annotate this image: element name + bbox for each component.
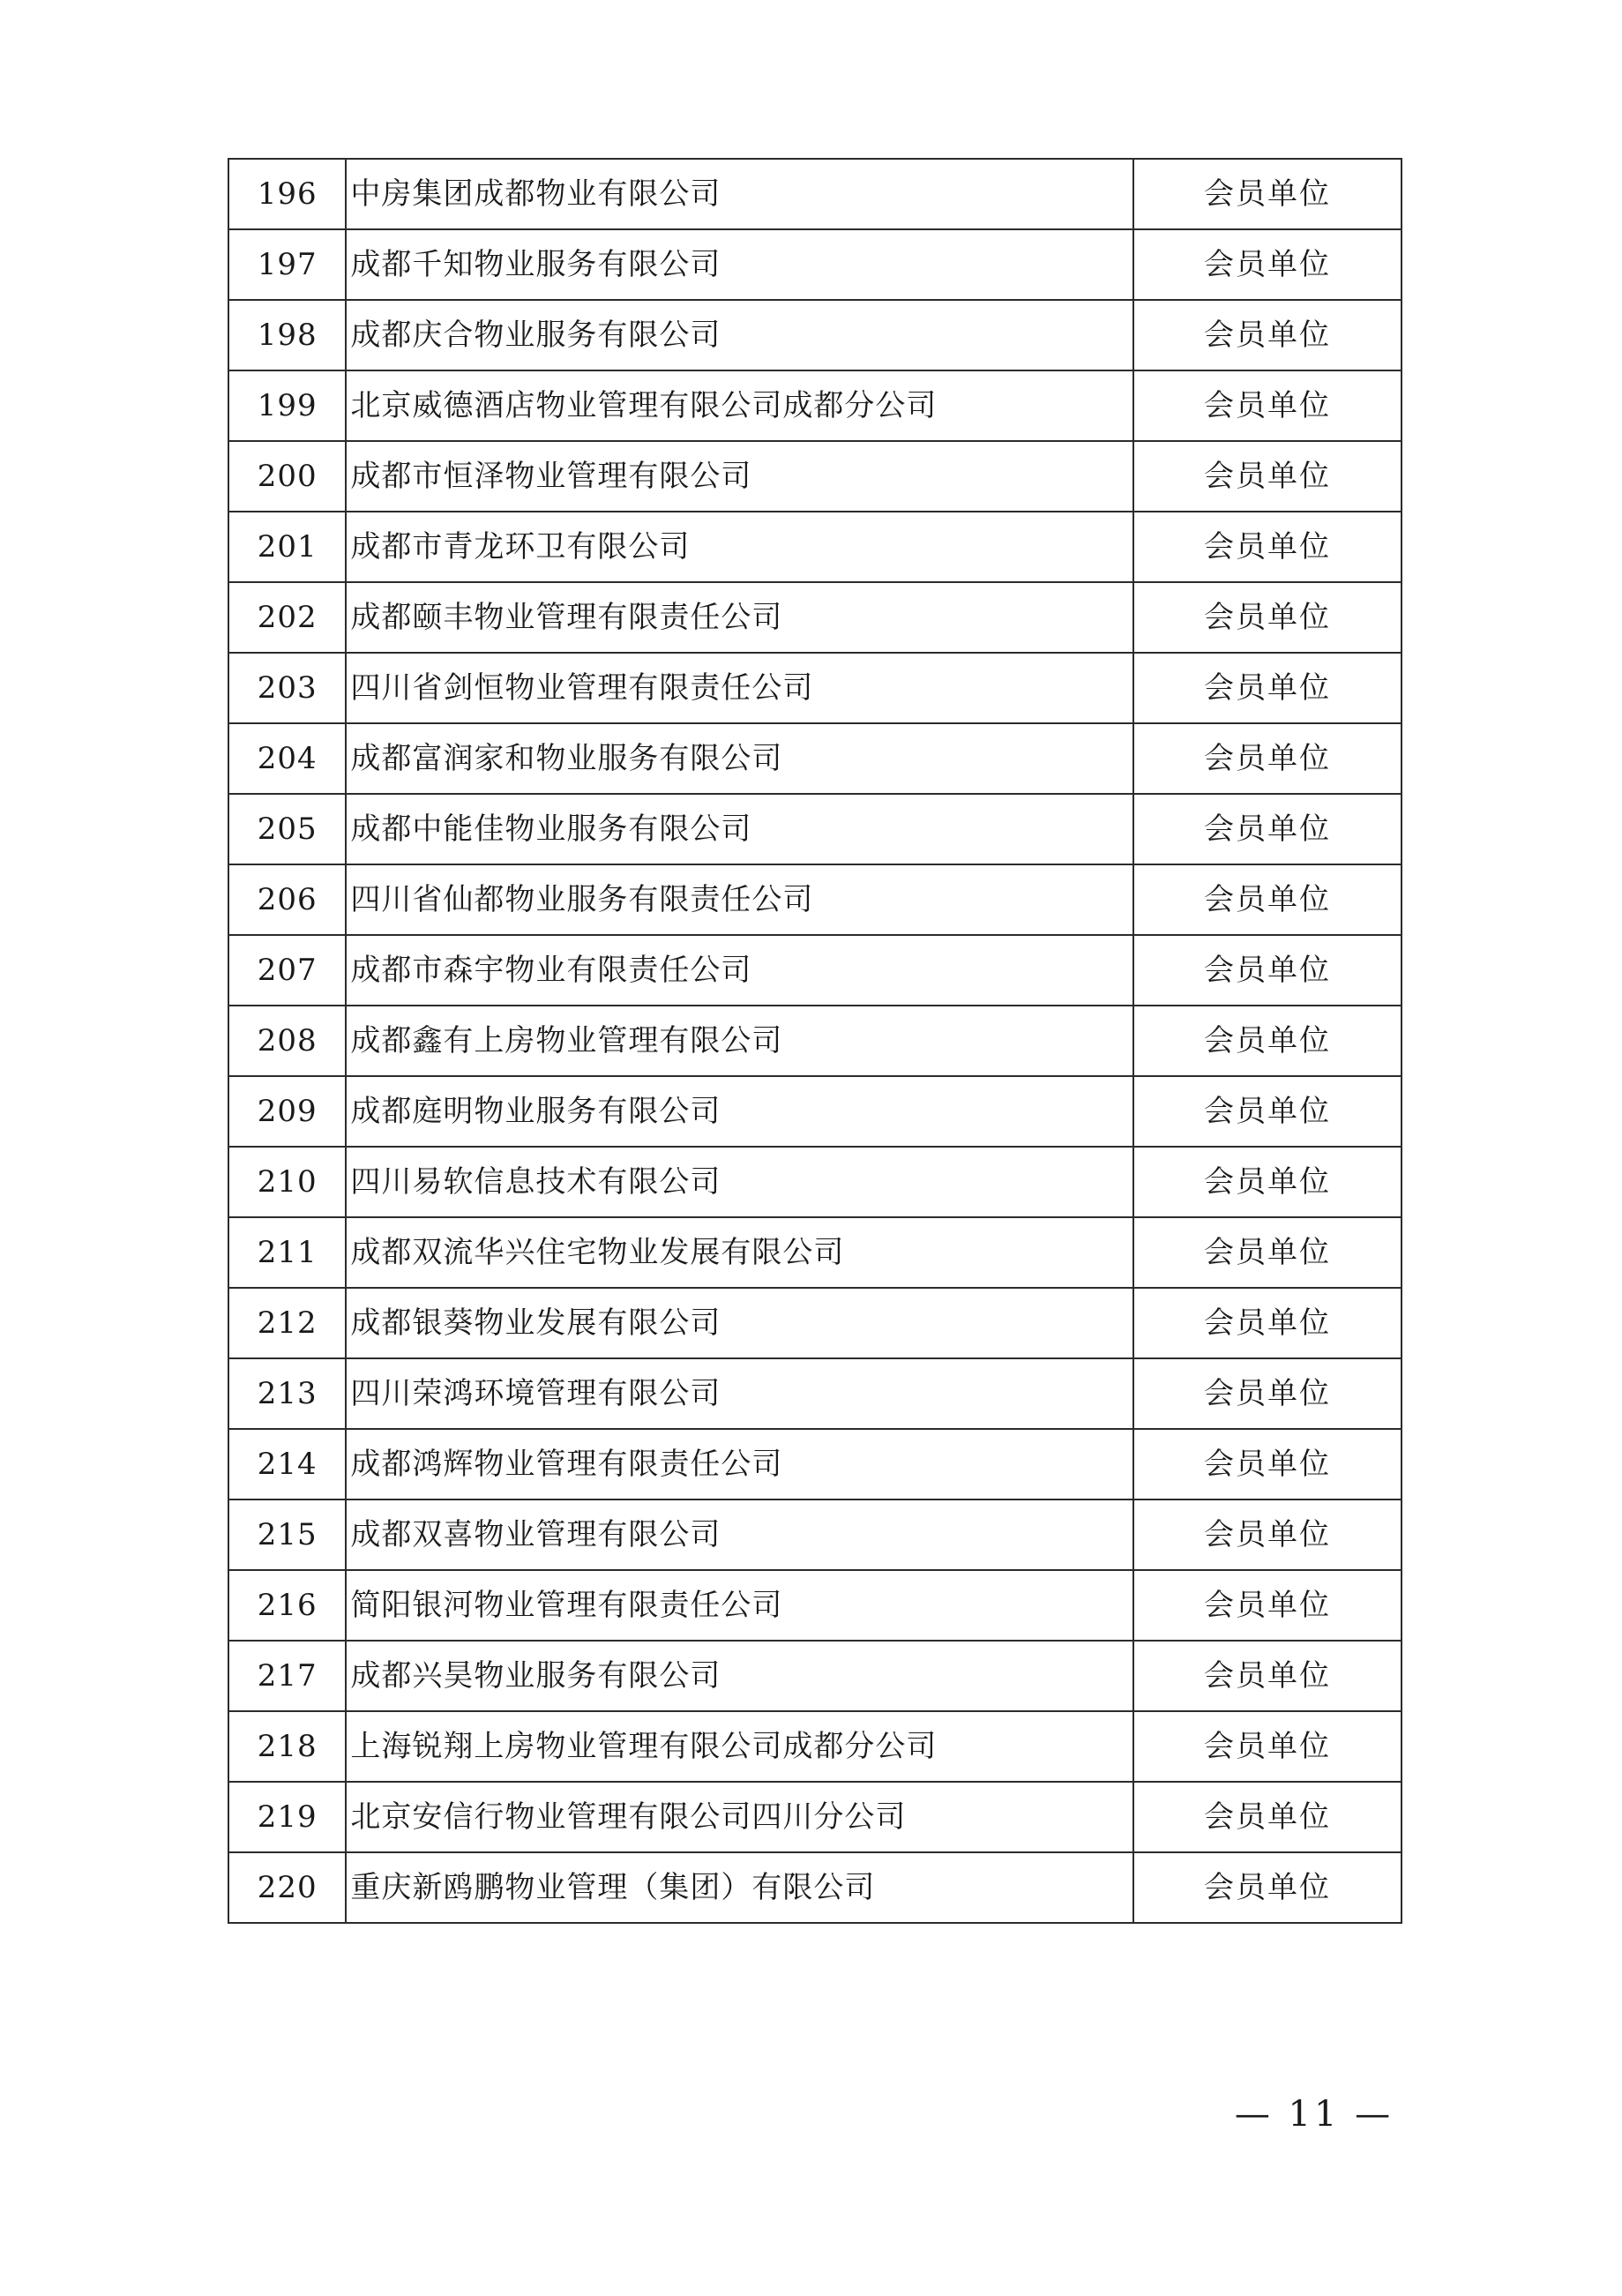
member-type: 会员单位	[1133, 1782, 1401, 1852]
row-number: 208	[228, 1006, 346, 1076]
member-type: 会员单位	[1133, 794, 1401, 864]
company-name: 四川易软信息技术有限公司	[346, 1147, 1133, 1217]
table-row	[228, 300, 1401, 370]
row-number: 219	[228, 1782, 346, 1852]
row-number: 216	[228, 1570, 346, 1641]
member-type: 会员单位	[1133, 1076, 1401, 1147]
table-row	[228, 370, 1401, 441]
member-type: 会员单位	[1133, 1358, 1401, 1429]
company-name: 四川省仙都物业服务有限责任公司	[346, 864, 1133, 935]
member-table	[228, 158, 1402, 1924]
table-row	[228, 1782, 1401, 1852]
row-number: 207	[228, 935, 346, 1006]
member-type: 会员单位	[1133, 1429, 1401, 1500]
member-type: 会员单位	[1133, 1711, 1401, 1782]
member-type: 会员单位	[1133, 935, 1401, 1006]
row-number: 217	[228, 1641, 346, 1711]
company-name: 成都双流华兴住宅物业发展有限公司	[346, 1217, 1133, 1288]
company-name: 成都庭明物业服务有限公司	[346, 1076, 1133, 1147]
row-number: 199	[228, 370, 346, 441]
company-name: 上海锐翔上房物业管理有限公司成都分公司	[346, 1711, 1133, 1782]
table-row	[228, 935, 1401, 1006]
company-name: 成都市森宇物业有限责任公司	[346, 935, 1133, 1006]
table-row	[228, 653, 1401, 723]
row-number: 205	[228, 794, 346, 864]
member-type: 会员单位	[1133, 1570, 1401, 1641]
member-type: 会员单位	[1133, 300, 1401, 370]
row-number: 201	[228, 512, 346, 582]
row-number: 212	[228, 1288, 346, 1358]
row-number: 210	[228, 1147, 346, 1217]
table-row	[228, 1570, 1401, 1641]
company-name: 成都富润家和物业服务有限公司	[346, 723, 1133, 794]
row-number: 196	[228, 159, 346, 229]
company-name: 成都颐丰物业管理有限责任公司	[346, 582, 1133, 653]
row-number: 211	[228, 1217, 346, 1288]
company-name: 成都双喜物业管理有限公司	[346, 1500, 1133, 1570]
member-type: 会员单位	[1133, 1641, 1401, 1711]
table-row	[228, 1217, 1401, 1288]
row-number: 213	[228, 1358, 346, 1429]
table-row	[228, 229, 1401, 300]
table-row	[228, 1500, 1401, 1570]
table-row	[228, 582, 1401, 653]
table-row	[228, 1288, 1401, 1358]
table-row	[228, 1852, 1401, 1923]
row-number: 218	[228, 1711, 346, 1782]
member-type: 会员单位	[1133, 1852, 1401, 1923]
table-row	[228, 1358, 1401, 1429]
member-type: 会员单位	[1133, 441, 1401, 512]
table-row	[228, 1076, 1401, 1147]
company-name: 成都市恒泽物业管理有限公司	[346, 441, 1133, 512]
company-name: 成都兴昊物业服务有限公司	[346, 1641, 1133, 1711]
table-row	[228, 1711, 1401, 1782]
company-name: 成都千知物业服务有限公司	[346, 229, 1133, 300]
member-type: 会员单位	[1133, 1006, 1401, 1076]
member-type: 会员单位	[1133, 159, 1401, 229]
row-number: 202	[228, 582, 346, 653]
row-number: 206	[228, 864, 346, 935]
table-row	[228, 864, 1401, 935]
company-name: 简阳银河物业管理有限责任公司	[346, 1570, 1133, 1641]
member-table-body	[228, 159, 1401, 1923]
member-type: 会员单位	[1133, 1288, 1401, 1358]
company-name: 成都鸿辉物业管理有限责任公司	[346, 1429, 1133, 1500]
row-number: 204	[228, 723, 346, 794]
company-name: 成都银葵物业发展有限公司	[346, 1288, 1133, 1358]
company-name: 北京威德酒店物业管理有限公司成都分公司	[346, 370, 1133, 441]
table-row	[228, 1006, 1401, 1076]
member-type: 会员单位	[1133, 370, 1401, 441]
row-number: 200	[228, 441, 346, 512]
member-type: 会员单位	[1133, 864, 1401, 935]
company-name: 北京安信行物业管理有限公司四川分公司	[346, 1782, 1133, 1852]
member-type: 会员单位	[1133, 723, 1401, 794]
company-name: 成都庆合物业服务有限公司	[346, 300, 1133, 370]
member-type: 会员单位	[1133, 653, 1401, 723]
company-name: 成都鑫有上房物业管理有限公司	[346, 1006, 1133, 1076]
row-number: 220	[228, 1852, 346, 1923]
member-type: 会员单位	[1133, 1147, 1401, 1217]
table-row	[228, 159, 1401, 229]
member-type: 会员单位	[1133, 229, 1401, 300]
table-row	[228, 1147, 1401, 1217]
company-name: 四川荣鸿环境管理有限公司	[346, 1358, 1133, 1429]
member-type: 会员单位	[1133, 582, 1401, 653]
row-number: 197	[228, 229, 346, 300]
row-number: 214	[228, 1429, 346, 1500]
member-type: 会员单位	[1133, 1500, 1401, 1570]
company-name: 成都市青龙环卫有限公司	[346, 512, 1133, 582]
table-row	[228, 1641, 1401, 1711]
row-number: 215	[228, 1500, 346, 1570]
company-name: 重庆新鸥鹏物业管理（集团）有限公司	[346, 1852, 1133, 1923]
table-row	[228, 723, 1401, 794]
table-row	[228, 794, 1401, 864]
member-type: 会员单位	[1133, 1217, 1401, 1288]
company-name: 成都中能佳物业服务有限公司	[346, 794, 1133, 864]
company-name: 中房集团成都物业有限公司	[346, 159, 1133, 229]
table-row	[228, 441, 1401, 512]
company-name: 四川省剑恒物业管理有限责任公司	[346, 653, 1133, 723]
table-row	[228, 512, 1401, 582]
row-number: 209	[228, 1076, 346, 1147]
member-type: 会员单位	[1133, 512, 1401, 582]
page-number: — 11 —	[1234, 2094, 1394, 2135]
table-row	[228, 1429, 1401, 1500]
row-number: 198	[228, 300, 346, 370]
row-number: 203	[228, 653, 346, 723]
